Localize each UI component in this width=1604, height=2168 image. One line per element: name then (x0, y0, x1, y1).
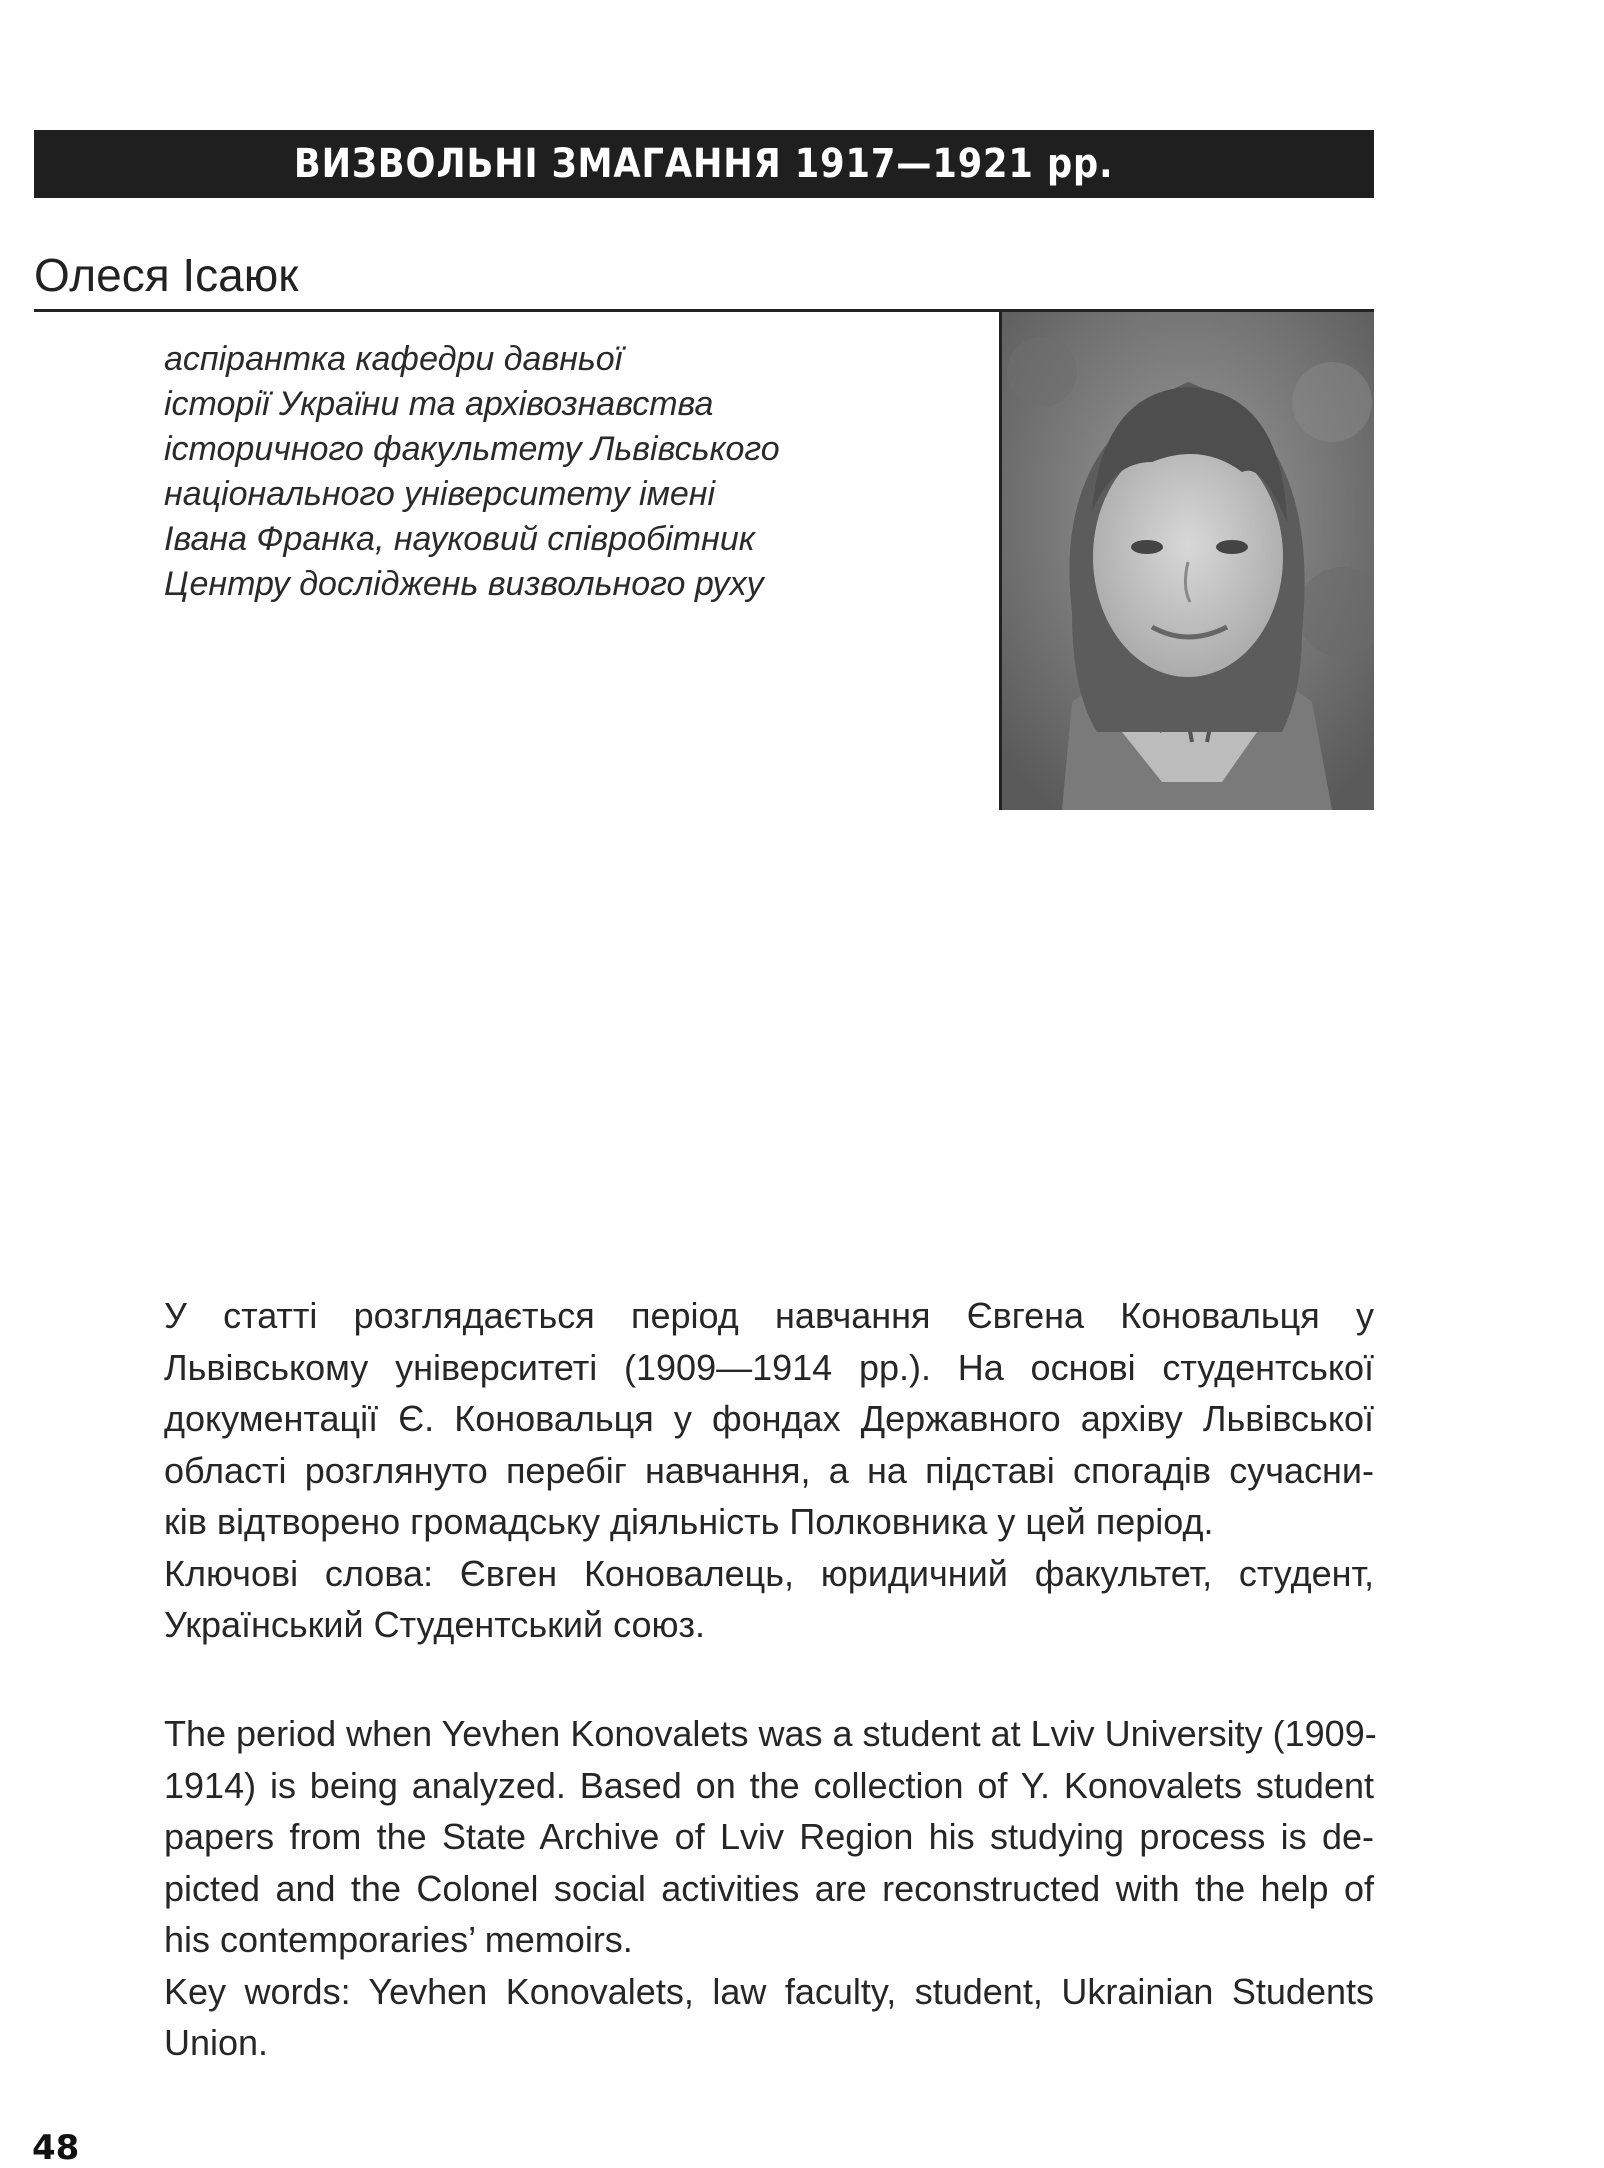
abstract-line: У статті розглядається період навчання Євгена Коновальця у (164, 1295, 1374, 1336)
abstract-line: papers from the State Archive of Lviv Region his studying process is de- (164, 1816, 1374, 1857)
section-header-bar (34, 130, 1374, 198)
keywords-line: Key words: Yevhen Konovalets, law faculty, student, Ukrainian Students (164, 1970, 1374, 2012)
keywords-line: Український Студентський союз. (164, 1604, 706, 1645)
portrait-image (1002, 312, 1374, 810)
abstract-line: The period when Yevhen Konovalets was a student at Lviv University (1909- (164, 1713, 1377, 1754)
abstract-line: his contemporaries’ memoirs. (164, 1919, 633, 1960)
page-number: 48 (32, 2128, 80, 2168)
affiliation-line: історичного факультету Львівського (164, 430, 780, 468)
author-affiliation (164, 337, 984, 607)
affiliation-line: Центру досліджень визвольного руху (164, 565, 764, 603)
abstract-line: Львівському університеті (1909—1914 рр.). На основі студентської (164, 1346, 1374, 1388)
section-title: ВИЗВОЛЬНІ ЗМАГАННЯ 1917—1921 рр. (294, 141, 1114, 187)
abstract-line: ків відтворено громадську діяльність Полковника у цей період. (164, 1501, 1214, 1542)
keywords-line: Ключові слова: Євген Коновалець, юридичний факультет, студент, (164, 1552, 1374, 1594)
affiliation-line: Івана Франка, науковий співробітник (164, 520, 755, 558)
abstract-line: області розглянуто перебіг навчання, а на підставі спогадів сучасни- (164, 1449, 1374, 1491)
author-name: Олеся Ісаюк (34, 249, 299, 301)
keywords-line: Union. (164, 2022, 269, 2063)
abstract-english (164, 1708, 1377, 2069)
affiliation-line: національного університету імені (164, 475, 716, 513)
abstract-ukrainian (164, 1290, 1374, 1651)
abstract-line: документації Є. Коновальця у фондах Державного архіву Львівської (164, 1398, 1374, 1439)
abstract-line: picted and the Colonel social activities are reconstructed with the help of (164, 1867, 1374, 1909)
author-photo (999, 312, 1374, 810)
affiliation-line: аспірантка кафедри давньої (164, 340, 623, 378)
affiliation-line: історії України та архівознавства (164, 385, 714, 423)
abstract-line: 1914) is being analyzed. Based on the collection of Y. Konovalets student (164, 1764, 1374, 1806)
